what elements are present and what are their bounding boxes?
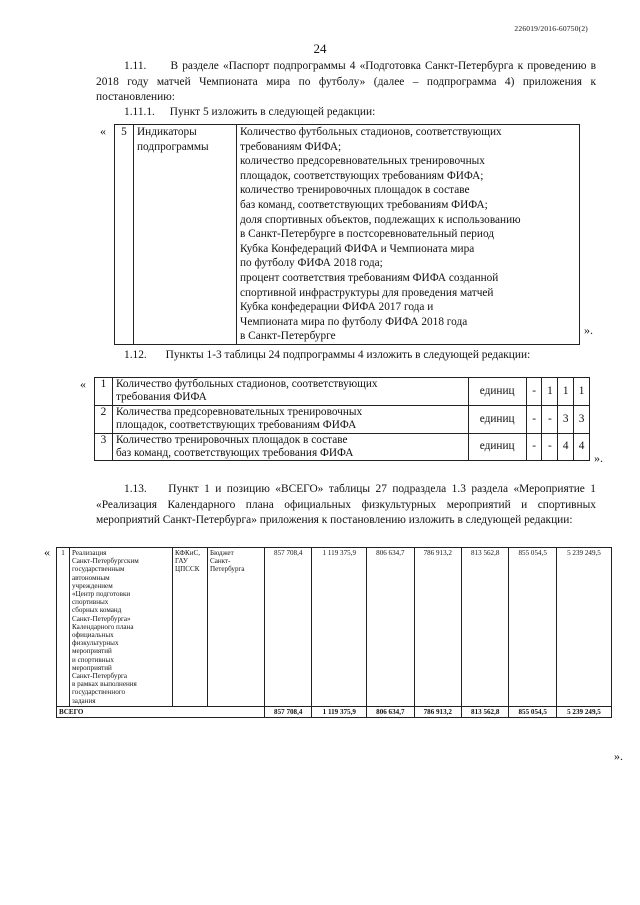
table-24-rows [94, 377, 590, 461]
paragraph-1-11-1 [96, 105, 596, 121]
table-row: 1 Реализация Санкт-Петербургским государственным автономным учреждением «Центр подготовки спортивных сборных команд Санкт-Петербурга» Календарного плана официальных физкультурных мероприятий и спортивных мероприятий Санкт-Петербурга в рамках выполнения государственного задания КФКиС, ГАУ ЦПССК Бюджет Санкт- Петербурга 857 708,4 1 119 375,9 806 634,7 786 913,2 813 562,8 855 054,5 5 239 249,5 [57, 548, 612, 707]
para-text: Пункт 5 изложить в следующей редакции: [169, 106, 376, 118]
close-quote: ». [594, 451, 603, 465]
table-row: 1 Количество футбольных стадионов, соответствующих требования ФИФА единиц - 1 1 1 [95, 378, 590, 406]
paragraph-1-13 [96, 482, 596, 529]
para-text: Пункт 1 и позицию «ВСЕГО» таблицы 27 подраздела 1.3 раздела «Мероприятие 1 «Реализация Календарного плана официальных физкультурных мероприятий и спортивных мероприятий Санкт-Петербурга» приложения к постановлению изложить в следующей редакции: [96, 483, 596, 526]
open-quote: « [80, 377, 86, 391]
open-quote: « [44, 545, 50, 559]
paragraph-1-11 [96, 59, 596, 106]
total-row: ВСЕГО 857 708,4 1 119 375,9 806 634,7 786 913,2 813 562,8 855 054,5 5 239 249,5 [57, 706, 612, 717]
close-quote: ». [584, 323, 593, 337]
para-number: 1.13. [124, 483, 147, 495]
para-number: 1.11. [124, 60, 147, 72]
table-row: 2 Количества предсоревновательных тренировочных площадок, соответствующих требованиям ФИФА единиц - - 3 3 [95, 405, 590, 433]
paragraph-1-12 [96, 348, 596, 364]
para-number: 1.12. [124, 349, 147, 361]
indicators-table [114, 124, 580, 345]
page-number: 24 [313, 41, 327, 56]
document-id: 226019/2016-60750(2) [514, 24, 588, 33]
table-row: 3 Количество тренировочных площадок в составе баз команд, соответствующих требования ФИФА единиц - - 4 4 [95, 433, 590, 461]
close-quote: ». [614, 749, 623, 763]
row-number: 5 [115, 125, 134, 345]
indicators-label: Индикаторы подпрограммы [134, 125, 237, 345]
indicators-text: Количество футбольных стадионов, соответствующих требованиям ФИФА; количество предсоревновательных тренировочных площадок, соответствующих требованиям ФИФА; количество тренировочных площадок в составе баз команд, соответствующих требованиям ФИФА; доля спортивных объектов, подлежащих к использованию в Санкт-Петербурге в постсоревновательный период Кубка Конфедераций ФИФА и Чемпионата мира по футболу ФИФА 2018 года; процент соответствия требованиям ФИФА созданной спортивной инфраструктуры для проведения матчей Кубка конфедерации ФИФА 2017 года и Чемпионата мира по футболу ФИФА 2018 года в Санкт-Петербурге [237, 125, 580, 345]
para-number: 1.11.1. [124, 106, 155, 118]
para-text: В разделе «Паспорт подпрограммы 4 «Подготовка Санкт-Петербурга к проведению в 2018 году матчей Чемпионата мира по футболу» (далее – подпрограмма 4) приложения к постановлению: [96, 60, 596, 103]
para-text: Пункты 1-3 таблицы 24 подпрограммы 4 изложить в следующей редакции: [165, 349, 531, 361]
open-quote: « [100, 124, 106, 138]
table-27-rows [56, 547, 612, 718]
